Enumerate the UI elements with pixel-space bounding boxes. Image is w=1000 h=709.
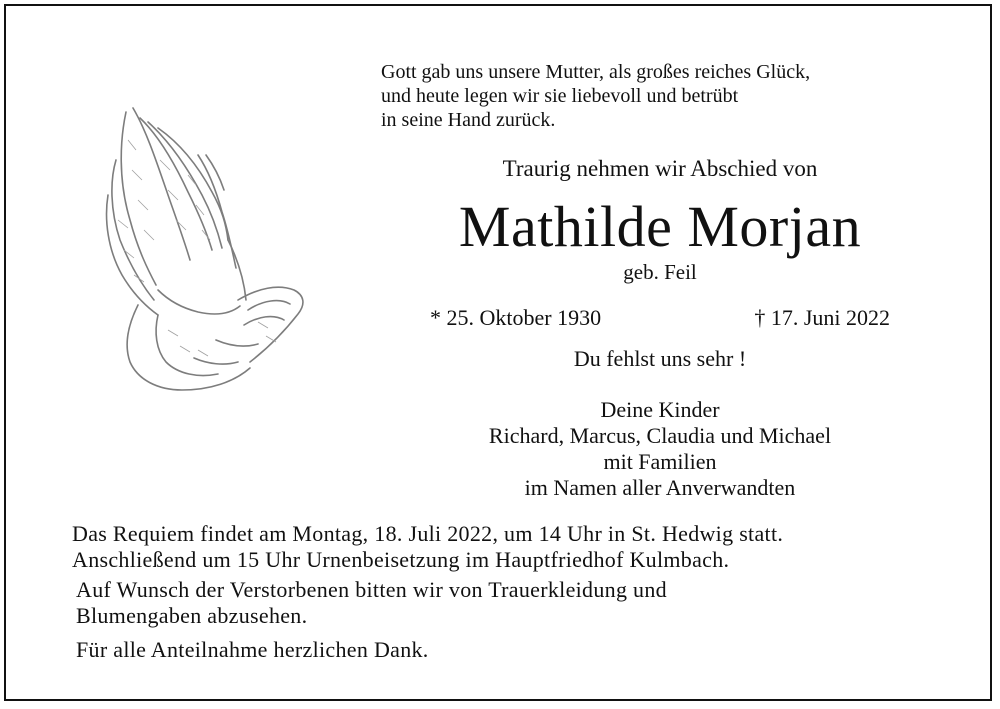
family-line: Deine Kinder xyxy=(600,397,720,422)
thanks-notice: Für alle Anteilnahme herzlichen Dank. xyxy=(76,637,429,662)
intro-text: Traurig nehmen wir Abschied von xyxy=(502,156,818,181)
poem xyxy=(381,60,810,132)
deceased-name: Mathilde Morjan xyxy=(458,194,862,259)
maiden-name: geb. Feil xyxy=(623,260,697,284)
poem-line: Gott gab uns unsere Mutter, als großes reiches Glück, xyxy=(381,61,811,83)
wish-line: Auf Wunsch der Verstorbenen bitten wir von Trauerkleidung und xyxy=(76,577,667,602)
wish-line: Blumengaben abzusehen. xyxy=(76,603,308,628)
farewell-text: Du fehlst uns sehr ! xyxy=(573,346,747,371)
poem-line: und heute legen wir sie liebevoll und betrübt xyxy=(381,85,739,107)
requiem-line: Das Requiem findet am Montag, 18. Juli 2022, um 14 Uhr in St. Hedwig statt. xyxy=(72,521,784,546)
birth-date: * 25. Oktober 1930 xyxy=(430,305,602,330)
family-line: Richard, Marcus, Claudia und Michael xyxy=(488,423,832,448)
family-line: mit Familien xyxy=(603,449,717,474)
family-block xyxy=(420,397,900,501)
wish-notice xyxy=(76,577,667,629)
poem-line: in seine Hand zurück. xyxy=(381,109,556,131)
requiem-line: Anschließend um 15 Uhr Urnenbeisetzung im Hauptfriedhof Kulmbach. xyxy=(72,547,730,572)
requiem-notice xyxy=(72,521,783,573)
praying-hands-icon xyxy=(98,100,308,395)
family-line: im Namen aller Anverwandten xyxy=(524,475,796,500)
death-date: † 17. Juni 2022 xyxy=(754,305,890,330)
